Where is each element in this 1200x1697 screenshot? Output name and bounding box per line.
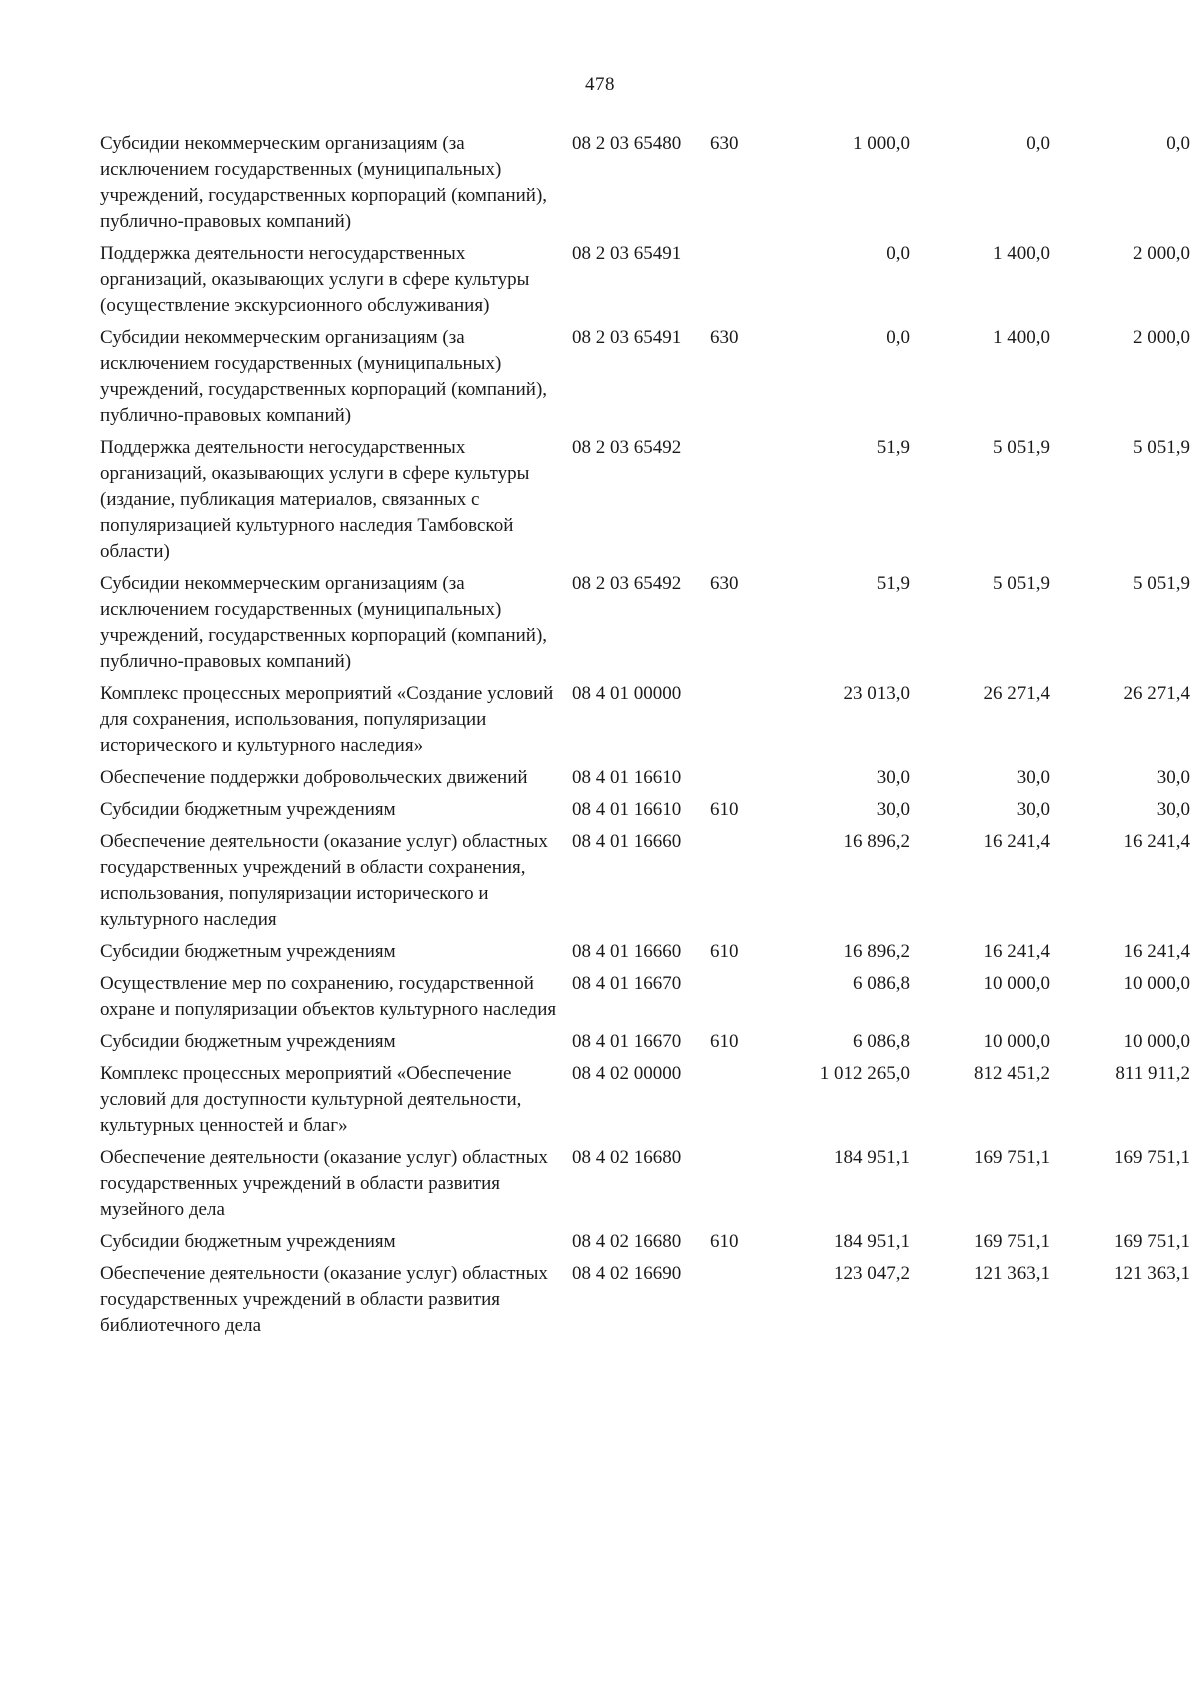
row-expense-type-cell [710, 971, 760, 1029]
budget-table-body [100, 131, 1190, 1345]
row-amount-year2-cell: 121 363,1 [974, 1263, 1050, 1284]
row-amount-year1-cell: 30,0 [876, 767, 910, 788]
row-code-cell: 08 4 01 16670 [572, 1031, 682, 1052]
row-amount-year2-cell: 30,0 [1016, 767, 1050, 788]
row-amount-year3-cell: 26 271,4 [1123, 683, 1190, 704]
row-code-cell: 08 2 03 65491 [572, 327, 682, 348]
row-amount-year3-cell: 2 000,0 [1133, 243, 1190, 264]
row-name-cell: Субсидии некоммерческим организациям (за исключением государственных (муниципальных) учреждений, государственных корпораций (компаний), публично-правовых компаний) [100, 133, 548, 232]
row-amount-year2-cell: 16 241,4 [983, 941, 1050, 962]
row-code-cell: 08 4 01 16610 [572, 767, 682, 788]
row-name-cell: Субсидии некоммерческим организациям (за исключением государственных (муниципальных) учреждений, государственных корпораций (компаний), публично-правовых компаний) [100, 327, 548, 426]
row-amount-year2-cell: 10 000,0 [983, 973, 1050, 994]
row-name-cell: Поддержка деятельности негосударственных организаций, оказывающих услуги в сфере культуры (осуществление экскурсионного обслуживания) [100, 243, 530, 316]
row-expense-type-cell [710, 1261, 760, 1345]
row-name-cell: Субсидии бюджетным учреждениям [100, 799, 396, 820]
row-code-cell: 08 4 02 16680 [572, 1231, 682, 1252]
table-row [100, 829, 1190, 939]
row-expense-type-cell: 610 [710, 941, 739, 962]
row-amount-year3-cell: 169 751,1 [1114, 1147, 1190, 1168]
row-code-cell: 08 4 01 16660 [572, 831, 682, 852]
row-amount-year3-cell: 811 911,2 [1115, 1063, 1190, 1084]
row-amount-year2-cell: 169 751,1 [974, 1147, 1050, 1168]
row-amount-year2-cell: 0,0 [1026, 133, 1050, 154]
row-amount-year1-cell: 184 951,1 [834, 1231, 910, 1252]
row-amount-year3-cell: 5 051,9 [1133, 437, 1190, 458]
row-amount-year1-cell: 6 086,8 [853, 973, 910, 994]
row-expense-type-cell [710, 765, 760, 797]
row-amount-year1-cell: 16 896,2 [843, 831, 910, 852]
table-row [100, 765, 1190, 797]
row-name-cell: Субсидии бюджетным учреждениям [100, 1231, 396, 1252]
row-amount-year2-cell: 812 451,2 [974, 1063, 1050, 1084]
table-row [100, 1261, 1190, 1345]
row-amount-year3-cell: 5 051,9 [1133, 573, 1190, 594]
row-amount-year3-cell: 0,0 [1166, 133, 1190, 154]
row-amount-year1-cell: 184 951,1 [834, 1147, 910, 1168]
row-code-cell: 08 4 02 16680 [572, 1147, 682, 1168]
row-amount-year2-cell: 16 241,4 [983, 831, 1050, 852]
page-number: 478 [585, 74, 615, 95]
row-expense-type-cell: 610 [710, 799, 739, 820]
row-name-cell: Комплекс процессных мероприятий «Обеспечение условий для доступности культурной деятельности, культурных ценностей и благ» [100, 1063, 522, 1136]
row-code-cell: 08 4 02 00000 [572, 1063, 682, 1084]
row-amount-year2-cell: 5 051,9 [993, 437, 1050, 458]
row-code-cell: 08 4 01 16610 [572, 799, 682, 820]
row-amount-year2-cell: 1 400,0 [993, 327, 1050, 348]
table-row [100, 571, 1190, 681]
row-amount-year3-cell: 2 000,0 [1133, 327, 1190, 348]
row-amount-year2-cell: 30,0 [1016, 799, 1050, 820]
row-amount-year1-cell: 1 000,0 [853, 133, 910, 154]
row-code-cell: 08 2 03 65480 [572, 133, 682, 154]
table-row [100, 325, 1190, 435]
row-name-cell: Обеспечение поддержки добровольческих движений [100, 767, 528, 788]
row-name-cell: Комплекс процессных мероприятий «Создание условий для сохранения, использования, популяризации исторического и культурного наследия» [100, 683, 554, 756]
row-amount-year2-cell: 169 751,1 [974, 1231, 1050, 1252]
table-row [100, 131, 1190, 241]
row-amount-year3-cell: 10 000,0 [1123, 1031, 1190, 1052]
row-amount-year2-cell: 26 271,4 [983, 683, 1050, 704]
row-amount-year1-cell: 1 012 265,0 [819, 1063, 910, 1084]
row-amount-year1-cell: 16 896,2 [843, 941, 910, 962]
table-row [100, 435, 1190, 571]
row-expense-type-cell [710, 435, 760, 571]
row-expense-type-cell: 610 [710, 1031, 739, 1052]
row-amount-year3-cell: 121 363,1 [1114, 1263, 1190, 1284]
row-expense-type-cell: 610 [710, 1231, 739, 1252]
row-amount-year3-cell: 16 241,4 [1123, 941, 1190, 962]
row-amount-year1-cell: 30,0 [876, 799, 910, 820]
row-expense-type-cell [710, 241, 760, 325]
row-amount-year2-cell: 1 400,0 [993, 243, 1050, 264]
table-row [100, 681, 1190, 765]
table-row [100, 1145, 1190, 1229]
row-name-cell: Субсидии бюджетным учреждениям [100, 1031, 396, 1052]
row-amount-year2-cell: 10 000,0 [983, 1031, 1050, 1052]
row-code-cell: 08 2 03 65491 [572, 243, 682, 264]
row-code-cell: 08 2 03 65492 [572, 573, 682, 594]
row-code-cell: 08 4 01 16660 [572, 941, 682, 962]
table-row [100, 1029, 1190, 1061]
row-amount-year3-cell: 30,0 [1156, 799, 1190, 820]
row-name-cell: Поддержка деятельности негосударственных организаций, оказывающих услуги в сфере культуры (издание, публикация материалов, связанных с популяризацией культурного наследия Тамбовской области) [100, 437, 530, 562]
row-amount-year1-cell: 0,0 [886, 243, 910, 264]
row-amount-year1-cell: 51,9 [876, 573, 910, 594]
table-row [100, 241, 1190, 325]
row-code-cell: 08 4 01 16670 [572, 973, 682, 994]
row-name-cell: Осуществление мер по сохранению, государственной охране и популяризации объектов культурного наследия [100, 973, 557, 1020]
row-code-cell: 08 4 01 00000 [572, 683, 682, 704]
row-name-cell: Субсидии бюджетным учреждениям [100, 941, 396, 962]
budget-table [100, 131, 1190, 1345]
row-expense-type-cell [710, 1061, 760, 1145]
row-expense-type-cell: 630 [710, 573, 739, 594]
row-amount-year3-cell: 10 000,0 [1123, 973, 1190, 994]
row-name-cell: Субсидии некоммерческим организациям (за исключением государственных (муниципальных) учреждений, государственных корпораций (компаний), публично-правовых компаний) [100, 573, 548, 672]
row-amount-year1-cell: 51,9 [876, 437, 910, 458]
row-expense-type-cell [710, 829, 760, 939]
row-expense-type-cell [710, 1145, 760, 1229]
row-expense-type-cell: 630 [710, 133, 739, 154]
table-row [100, 1061, 1190, 1145]
row-amount-year1-cell: 0,0 [886, 327, 910, 348]
table-row [100, 797, 1190, 829]
row-amount-year3-cell: 16 241,4 [1123, 831, 1190, 852]
row-code-cell: 08 2 03 65492 [572, 437, 682, 458]
row-expense-type-cell [710, 681, 760, 765]
row-amount-year3-cell: 169 751,1 [1114, 1231, 1190, 1252]
table-row [100, 971, 1190, 1029]
row-amount-year1-cell: 23 013,0 [843, 683, 910, 704]
row-expense-type-cell: 630 [710, 327, 739, 348]
row-amount-year2-cell: 5 051,9 [993, 573, 1050, 594]
row-amount-year1-cell: 123 047,2 [834, 1263, 910, 1284]
table-row [100, 1229, 1190, 1261]
row-code-cell: 08 4 02 16690 [572, 1263, 682, 1284]
row-name-cell: Обеспечение деятельности (оказание услуг) областных государственных учреждений в области развития библиотечного дела [100, 1263, 548, 1336]
row-amount-year1-cell: 6 086,8 [853, 1031, 910, 1052]
row-name-cell: Обеспечение деятельности (оказание услуг) областных государственных учреждений в области сохранения, использования, популяризации исторического и культурного наследия [100, 831, 548, 930]
row-name-cell: Обеспечение деятельности (оказание услуг) областных государственных учреждений в области развития музейного дела [100, 1147, 548, 1220]
row-amount-year3-cell: 30,0 [1156, 767, 1190, 788]
table-row [100, 939, 1190, 971]
